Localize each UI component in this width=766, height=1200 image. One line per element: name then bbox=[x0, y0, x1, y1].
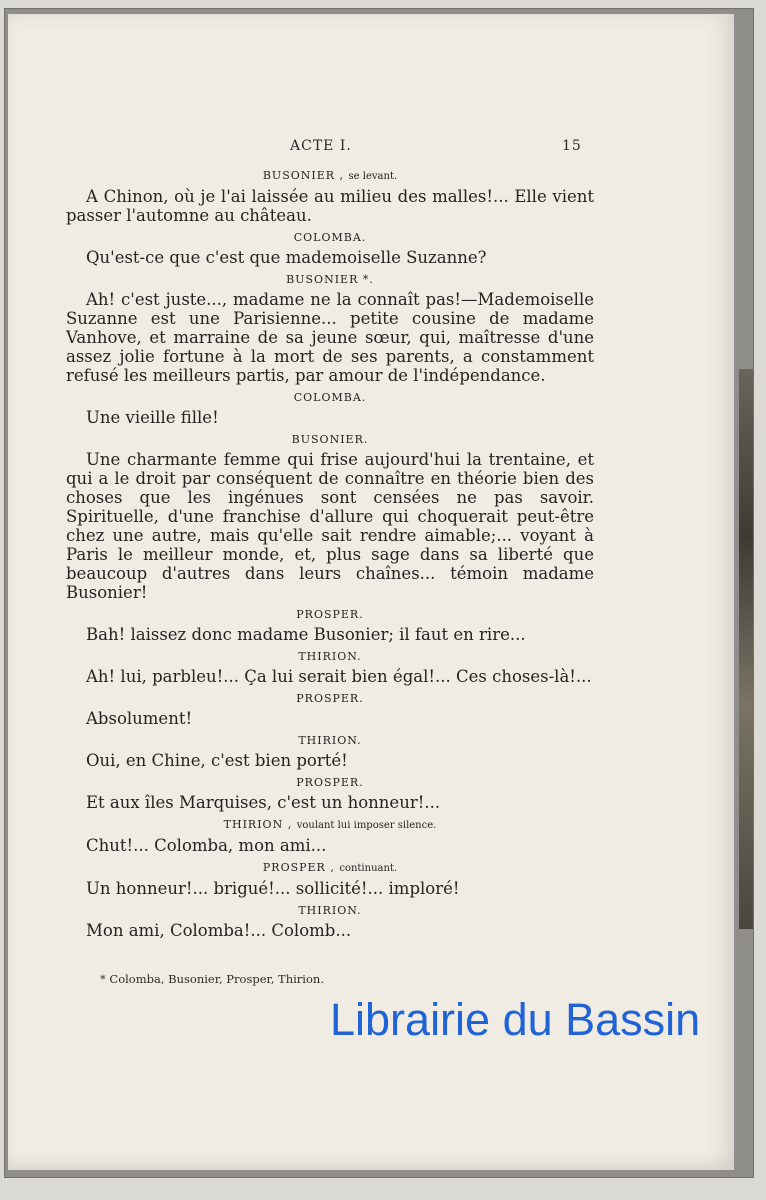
speaker-label: COLOMBA. bbox=[293, 231, 367, 244]
speaker-label: THIRION. bbox=[298, 734, 362, 747]
speaker-label: THIRION. bbox=[298, 904, 362, 917]
speaker-name bbox=[66, 731, 594, 751]
speaker-label: BUSONIER *. bbox=[286, 273, 374, 286]
speaker-name bbox=[66, 647, 594, 667]
speaker-name: THIRION , voulant lui imposer silence. bbox=[223, 818, 437, 831]
dialogue-line: Ah! c'est juste..., madame ne la connaît pas!—Mademoiselle Suzanne est une Parisienne... petite cousine de madame Vanhove, et marraine de sa jeune sœur, qui, maîtresse d'une assez jolie fortune à la mort de ses parents, a constamment refusé les meilleurs partis, par amour de l'indépendance. bbox=[66, 290, 594, 385]
speaker-label: THIRION bbox=[223, 818, 284, 831]
speaker-label: BUSONIER. bbox=[291, 433, 369, 446]
speaker-label: PROSPER. bbox=[296, 692, 364, 705]
speaker-name: PROSPER , continuant. bbox=[262, 861, 398, 874]
dialogue-line: Et aux îles Marquises, c'est un honneur!... bbox=[86, 793, 441, 812]
speaker-label: BUSONIER bbox=[262, 169, 336, 182]
speaker-name bbox=[66, 689, 594, 709]
dialogue-line: Bah! laissez donc madame Busonier; il faut en rire... bbox=[86, 625, 526, 644]
dialogue-line: A Chinon, où je l'ai laissée au milieu des malles!... Elle vient passer l'automne au château. bbox=[66, 187, 594, 225]
speaker-name bbox=[66, 773, 594, 793]
dialogue-line: Oui, en Chine, c'est bien porté! bbox=[86, 751, 348, 770]
dialogue-line: Ah! lui, parbleu!... Ça lui serait bien égal!... Ces choses-là!... bbox=[86, 667, 592, 686]
stage-direction: se levant. bbox=[348, 171, 398, 182]
dialogue-line: Une vieille fille! bbox=[86, 408, 219, 427]
cover-spine-edge bbox=[739, 369, 753, 929]
speaker-label: PROSPER. bbox=[296, 776, 364, 789]
speaker-name bbox=[66, 270, 594, 290]
speaker-name: BUSONIER , se levant. bbox=[262, 169, 398, 182]
stage-direction: continuant. bbox=[339, 863, 398, 874]
footnote: * Colomba, Busonier, Prosper, Thirion. bbox=[100, 972, 324, 986]
dialogue-line: Un honneur!... brigué!... sollicité!... imploré! bbox=[86, 879, 460, 898]
dialogue-line: Mon ami, Colomba!... Colomb... bbox=[86, 921, 352, 940]
dialogue-line: Absolument! bbox=[86, 709, 193, 728]
watermark: Librairie du Bassin bbox=[330, 994, 701, 1045]
speaker-name bbox=[66, 605, 594, 625]
stage-direction: voulant lui imposer silence. bbox=[296, 820, 437, 831]
page-number: 15 bbox=[562, 138, 582, 154]
speaker-label: PROSPER. bbox=[296, 608, 364, 621]
speaker-name bbox=[66, 430, 594, 450]
dialogue-line: Chut!... Colomba, mon ami... bbox=[86, 836, 327, 855]
speaker-name bbox=[66, 901, 594, 921]
speaker-label: COLOMBA. bbox=[293, 391, 367, 404]
speaker-name bbox=[66, 388, 594, 408]
dialogue-text bbox=[66, 166, 594, 943]
dialogue-line: Une charmante femme qui frise aujourd'hui la trentaine, et qui a le droit par conséquent de connaître en théorie bien des choses que les ingénues sont censées ne pas savoir. Spirituelle, d'une franchise d'allure qui choquerait peut-être chez une autre, mais qu'elle sait rendre aimable;... voyant à Paris le meilleur monde, et, plus sage dans sa liberté que beaucoup d'autres dans leurs chaînes... témoin madame Busonier! bbox=[66, 450, 594, 602]
act-title: ACTE I. bbox=[290, 138, 352, 154]
speaker-label: PROSPER bbox=[262, 861, 326, 874]
speaker-label: THIRION. bbox=[298, 650, 362, 663]
dialogue-line: Qu'est-ce que c'est que mademoiselle Suzanne? bbox=[86, 248, 487, 267]
speaker-name bbox=[66, 228, 594, 248]
